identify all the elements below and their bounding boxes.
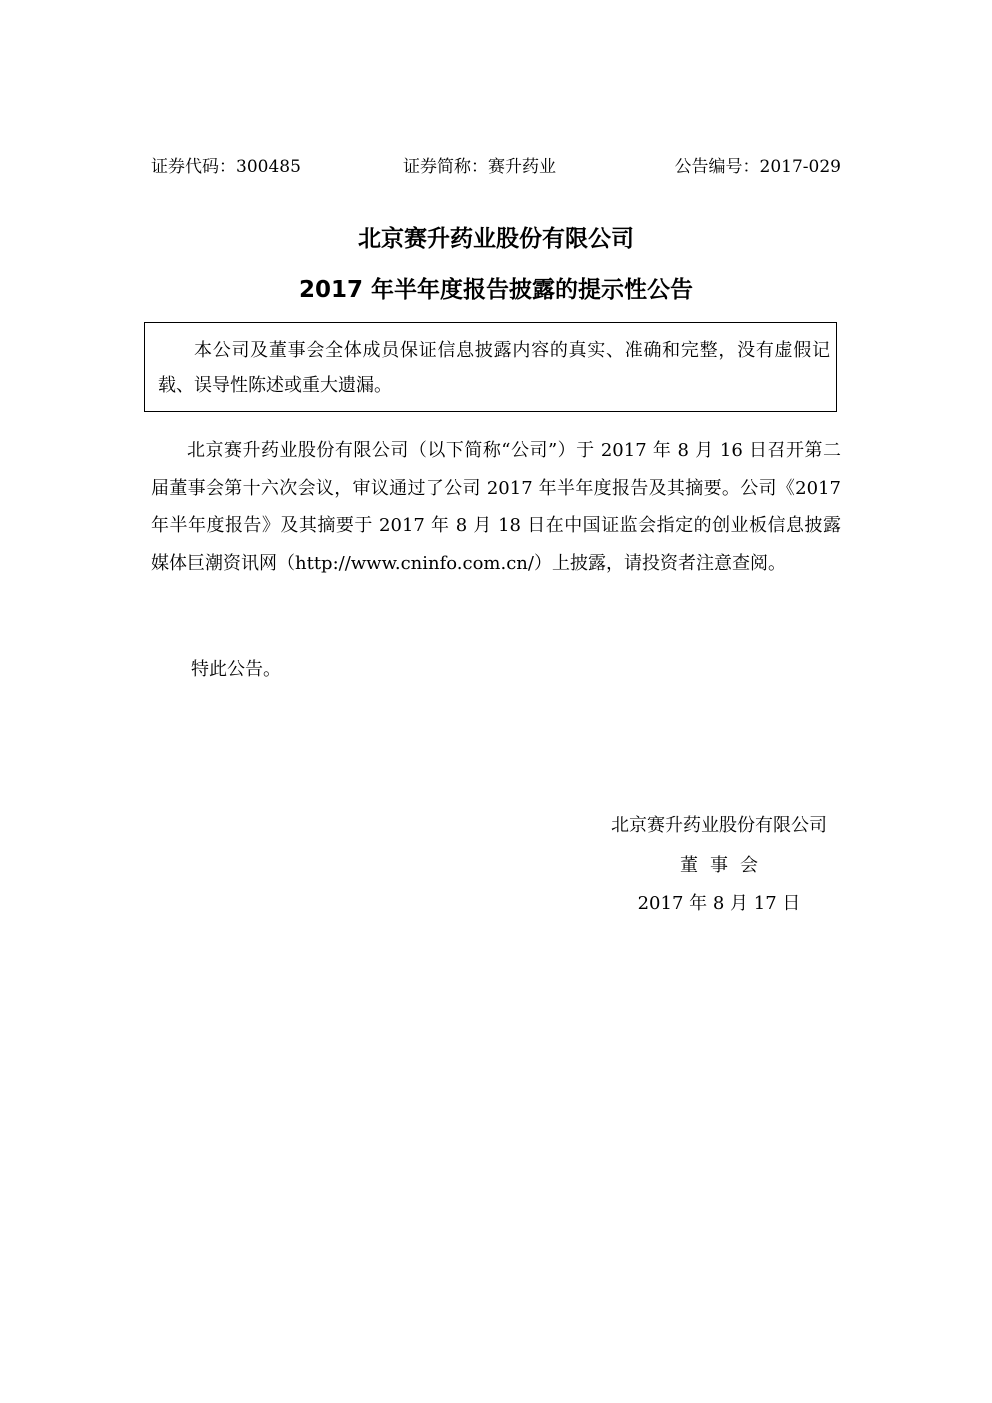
closing-statement: 特此公告。 bbox=[191, 659, 281, 680]
company-title: 北京赛升药业股份有限公司 bbox=[358, 226, 634, 252]
announcement-number: 公告编号：2017-029 bbox=[674, 157, 841, 177]
stock-short-name: 证券简称：赛升药业 bbox=[403, 157, 556, 177]
document-header bbox=[151, 154, 841, 180]
body-paragraph: 北京赛升药业股份有限公司（以下简称“公司”）于 2017 年 8 月 16 日召开第二届董事会第十六次会议，审议通过了公司 2017 年半年度报告及其摘要。公司《2017 年半年度报告》及其摘要于 2017 年 8 月 18 日在中国证监会指定的创业板信息披露媒体巨潮资讯网（http://www.cninfo.com.cn/）上披露，请投资者注意查阅。 bbox=[151, 440, 841, 574]
signature-date: 2017 年 8 月 17 日 bbox=[637, 893, 801, 914]
signature-company: 北京赛升药业股份有限公司 bbox=[611, 815, 827, 836]
announcement-title: 2017 年半年度报告披露的提示性公告 bbox=[298, 277, 694, 303]
notice-text: 本公司及董事会全体成员保证信息披露内容的真实、准确和完整，没有虚假记载、误导性陈述或重大遗漏。 bbox=[158, 340, 830, 396]
signature-board: 董事会 bbox=[680, 855, 770, 876]
stock-code: 证券代码：300485 bbox=[151, 157, 301, 177]
